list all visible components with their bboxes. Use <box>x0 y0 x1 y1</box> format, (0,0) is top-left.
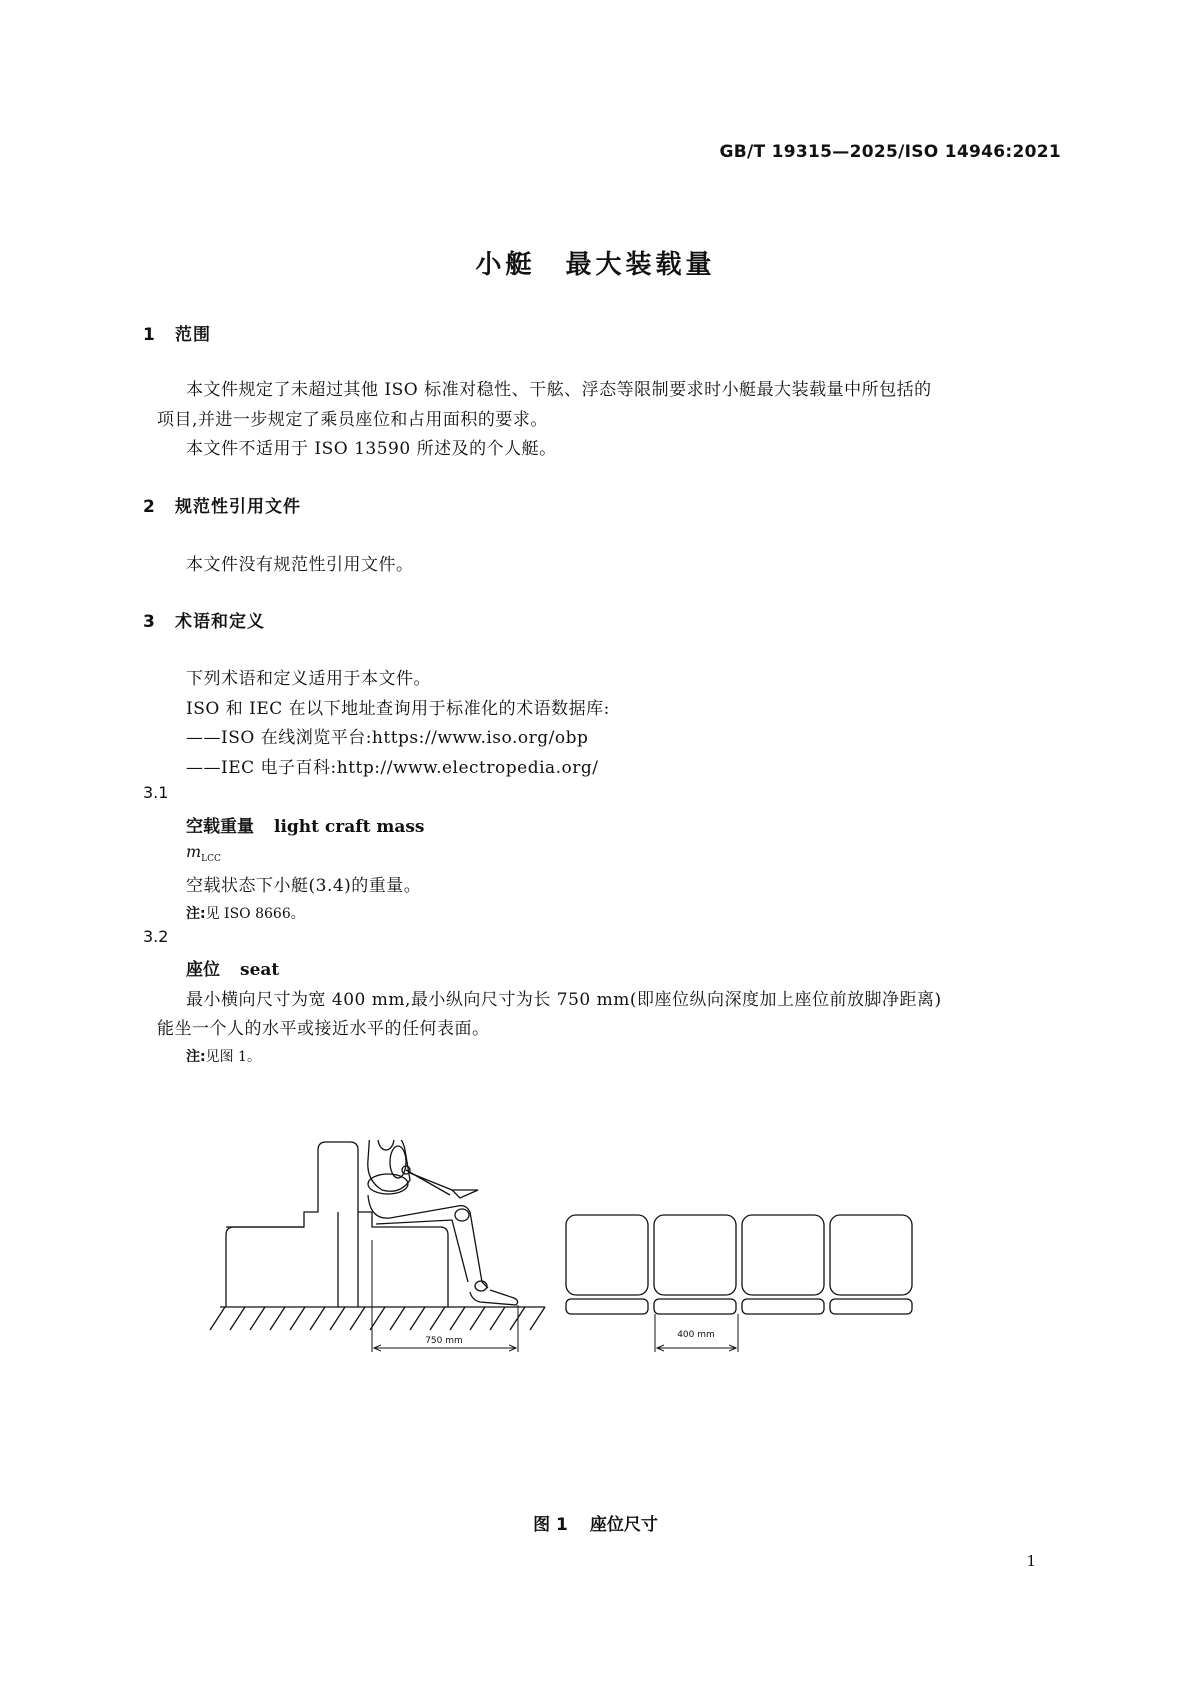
section-heading-normative-references <box>143 492 301 517</box>
section-number: 2 <box>143 497 156 517</box>
terms-intro-2: ISO 和 IEC 在以下地址查询用于标准化的术语数据库: <box>186 699 610 719</box>
title-part-1: 小艇 <box>475 250 536 280</box>
scope-paragraph-2: 本文件不适用于 ISO 13590 所述及的个人艇。 <box>186 439 557 459</box>
section-number: 1 <box>143 325 156 345</box>
section-title: 规范性引用文件 <box>175 497 301 517</box>
term-zh: 空载重量 <box>186 817 254 837</box>
note-3-1 <box>186 903 305 923</box>
term-en: seat <box>240 960 280 980</box>
term-definition-3-1: 空载状态下小艇(3.4)的重量。 <box>186 876 422 896</box>
section-heading-scope <box>143 320 211 345</box>
dimension-label-750: 750 mm <box>425 1336 463 1346</box>
seat-row-top-view <box>566 1215 912 1314</box>
section-heading-terms <box>143 607 265 632</box>
term-number-3-2: 3.2 <box>143 927 169 946</box>
section-title: 范围 <box>175 325 211 345</box>
normative-paragraph: 本文件没有规范性引用文件。 <box>186 555 414 575</box>
figure-caption <box>0 1510 1191 1535</box>
terms-database-iso: ——ISO 在线浏览平台:https://www.iso.org/obp <box>186 728 589 748</box>
ground-hatching <box>210 1307 545 1330</box>
figure-seat-dimensions <box>200 1140 1020 1480</box>
note-text: 见 ISO 8666。 <box>205 906 305 922</box>
caption-number: 图 1 <box>533 1515 568 1535</box>
dimension-label-400: 400 mm <box>677 1330 715 1340</box>
terms-intro-1: 下列术语和定义适用于本文件。 <box>186 669 431 689</box>
section-number: 3 <box>143 612 156 632</box>
seated-mannequin <box>364 1140 518 1305</box>
section-title: 术语和定义 <box>175 612 265 632</box>
symbol-subscript: LCC <box>201 854 221 865</box>
note-3-2 <box>186 1046 261 1066</box>
scope-paragraph-1-line-2: 项目,并进一步规定了乘员座位和占用面积的要求。 <box>157 410 548 430</box>
term-en: light craft mass <box>274 817 425 837</box>
term-zh: 座位 <box>186 960 220 980</box>
note-label: 注: <box>186 1049 206 1065</box>
scope-paragraph-1-line-1: 本文件规定了未超过其他 ISO 标准对稳性、干舷、浮态等限制要求时小艇最大装载量中所包括的 <box>186 380 932 400</box>
note-text: 见图 1。 <box>205 1049 261 1065</box>
page-title <box>0 244 1191 281</box>
caption-text: 座位尺寸 <box>589 1515 658 1535</box>
term-definition-3-2-line-1: 最小横向尺寸为宽 400 mm,最小纵向尺寸为长 750 mm(即座位纵向深度加上座位前放脚净距离) <box>186 990 942 1010</box>
term-number-3-1: 3.1 <box>143 783 169 802</box>
terms-database-iec: ——IEC 电子百科:http://www.electropedia.org/ <box>186 758 599 778</box>
term-symbol <box>186 842 221 864</box>
symbol-letter: m <box>186 842 202 861</box>
standard-number: GB/T 19315—2025/ISO 14946:2021 <box>719 142 1061 162</box>
note-label: 注: <box>186 906 206 922</box>
term-light-craft-mass <box>186 812 425 837</box>
term-definition-3-2-line-2: 能坐一个人的水平或接近水平的任何表面。 <box>157 1019 490 1039</box>
title-part-2: 最大装载量 <box>565 250 716 280</box>
page-number: 1 <box>1026 1552 1036 1570</box>
term-seat <box>186 955 279 980</box>
